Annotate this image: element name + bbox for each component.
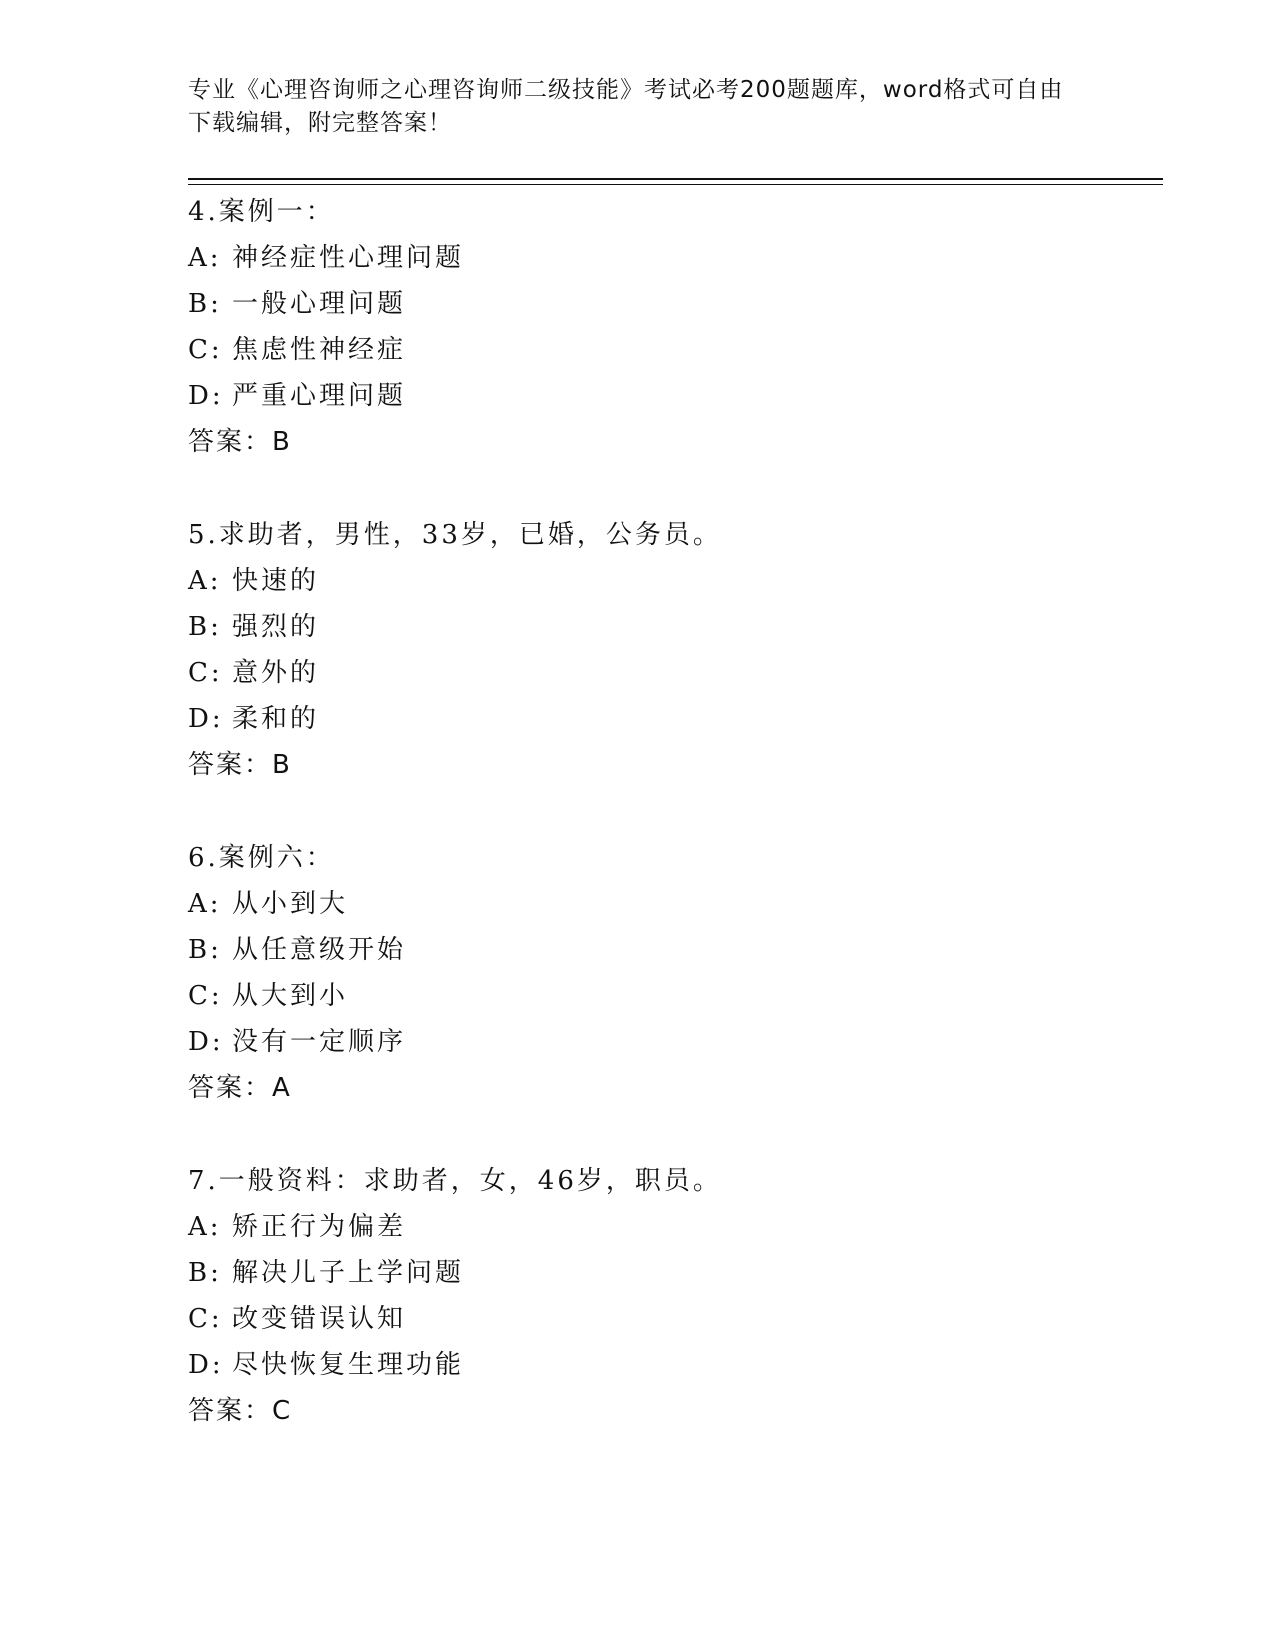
option-letter: C: [188,981,223,1011]
question-list [188,189,1163,1481]
option-text: 尽快恢复生理功能 [232,1350,465,1380]
option-text: 强烈的 [232,612,320,642]
option-text: 焦虑性神经症 [232,335,407,365]
option-text: 意外的 [232,658,320,688]
question-stem: 7.一般资料：求助者，女，46岁，职员。 [188,1166,722,1196]
option-letter: B: [188,612,222,642]
option-letter: D: [188,704,224,734]
option-text: 神经症性心理问题 [232,243,465,273]
option-b [188,1250,1163,1296]
option-letter: C: [188,335,223,365]
option-text: 从任意级开始 [232,935,407,965]
question-stem: 6.案例六： [188,843,335,873]
answer-label: 答案： [188,427,273,457]
question-stem: 4.案例一： [188,197,335,227]
option-a [188,1204,1163,1250]
option-list [188,1204,1163,1388]
option-d [188,696,1163,742]
answer-value: C [272,1396,293,1426]
option-list [188,558,1163,742]
option-text: 解决儿子上学问题 [232,1258,465,1288]
option-text: 柔和的 [232,704,320,734]
option-letter: D: [188,1350,224,1380]
document-header: 专业《心理咨询师之心理咨询师二级技能》考试必考200题题库，word格式可自由下载编辑，附完整答案！ [188,77,1064,136]
option-text: 矫正行为偏差 [232,1212,407,1242]
answer-line [188,1065,1163,1111]
answer-value: B [272,427,292,457]
option-letter: B: [188,935,222,965]
option-text: 从大到小 [232,981,349,1011]
option-letter: C: [188,1304,223,1334]
answer-label: 答案： [188,750,273,780]
option-list [188,881,1163,1065]
option-text: 没有一定顺序 [232,1027,407,1057]
answer-label: 答案： [188,1396,273,1426]
option-c [188,1296,1163,1342]
option-d [188,1342,1163,1388]
answer-value: B [272,750,292,780]
option-letter: A: [188,566,222,596]
answer-line [188,1388,1163,1434]
answer-label: 答案： [188,1073,273,1103]
option-letter: B: [188,1258,222,1288]
option-a [188,235,1163,281]
option-a [188,558,1163,604]
option-text: 改变错误认知 [232,1304,407,1334]
option-text: 快速的 [232,566,320,596]
answer-value: A [272,1073,292,1103]
option-c [188,973,1163,1019]
option-b [188,604,1163,650]
header-rule-thin [188,184,1163,185]
option-letter: B: [188,289,222,319]
option-text: 严重心理问题 [232,381,407,411]
question-5 [188,512,1163,788]
option-b [188,281,1163,327]
answer-line [188,419,1163,465]
option-text: 一般心理问题 [232,289,407,319]
option-d [188,1019,1163,1065]
option-list [188,235,1163,419]
question-4 [188,189,1163,465]
option-c [188,650,1163,696]
option-letter: C: [188,658,223,688]
option-d [188,373,1163,419]
question-6 [188,835,1163,1111]
question-stem: 5.求助者，男性，33岁，已婚，公务员。 [188,520,722,550]
answer-line [188,742,1163,788]
option-b [188,927,1163,973]
option-letter: A: [188,889,222,919]
option-c [188,327,1163,373]
option-letter: D: [188,1027,224,1057]
option-letter: D: [188,381,224,411]
option-a [188,881,1163,927]
header-rule-thick [188,178,1163,180]
option-letter: A: [188,1212,222,1242]
option-text: 从小到大 [232,889,349,919]
option-letter: A: [188,243,222,273]
question-7 [188,1158,1163,1434]
